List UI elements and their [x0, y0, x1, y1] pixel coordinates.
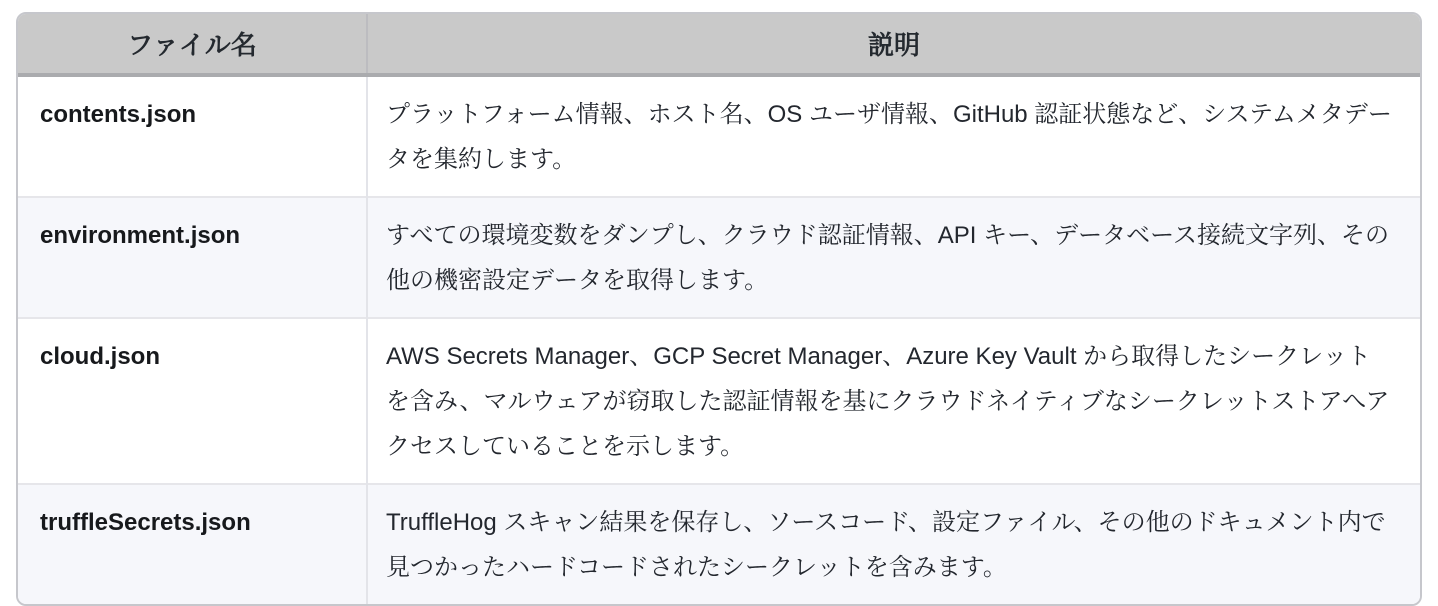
table-row: [18, 197, 1420, 318]
description-cell: すべての環境変数をダンプし、クラウド認証情報、API キー、データベース接続文字列、その他の機密設定データを取得します。: [367, 197, 1420, 318]
column-header-description: 説明: [367, 14, 1420, 75]
table-row: [18, 75, 1420, 197]
description-cell: TruffleHog スキャン結果を保存し、ソースコード、設定ファイル、その他のドキュメント内で見つかったハードコードされたシークレットを含みます。: [367, 484, 1420, 604]
table-row: [18, 318, 1420, 484]
filename-cell: truffleSecrets.json: [18, 484, 367, 604]
filename-cell: environment.json: [18, 197, 367, 318]
table-row: [18, 484, 1420, 604]
file-description-table: [18, 14, 1420, 604]
table-header: [18, 14, 1420, 75]
description-cell: プラットフォーム情報、ホスト名、OS ユーザ情報、GitHub 認証状態など、システムメタデータを集約します。: [367, 75, 1420, 197]
header-row: [18, 14, 1420, 75]
description-cell: AWS Secrets Manager、GCP Secret Manager、Azure Key Vault から取得したシークレットを含み、マルウェアが窃取した認証情報を基にクラウドネイティブなシークレットストアへアクセスしていることを示します。: [367, 318, 1420, 484]
table-body: [18, 75, 1420, 604]
filename-cell: contents.json: [18, 75, 367, 197]
file-description-table-container: [16, 12, 1422, 606]
filename-cell: cloud.json: [18, 318, 367, 484]
column-header-filename: ファイル名: [18, 14, 367, 75]
